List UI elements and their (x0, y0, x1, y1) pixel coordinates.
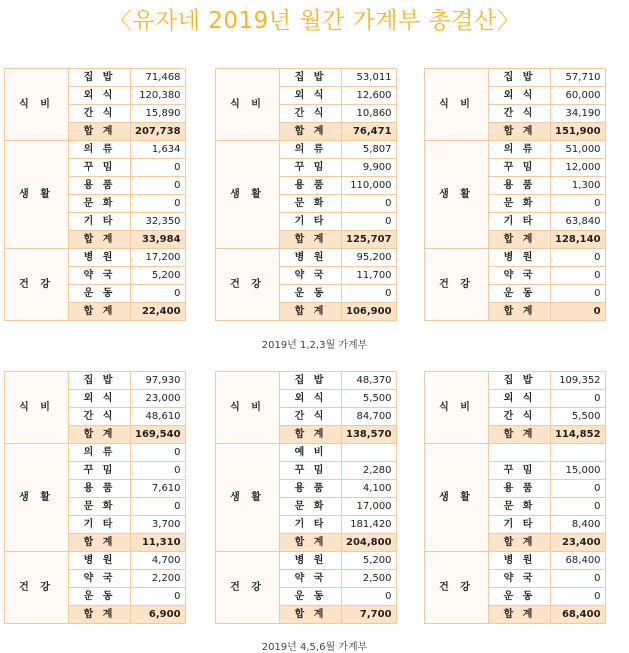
item-label: 예 비 (280, 444, 342, 462)
total-value: 33,984 (131, 231, 186, 249)
item-label: 문 화 (69, 195, 131, 213)
table-row (425, 552, 606, 570)
item-label: 기 타 (280, 213, 342, 231)
item-value: 0 (551, 195, 606, 213)
total-value: 204,800 (342, 534, 397, 552)
item-value: 0 (551, 480, 606, 498)
item-value (342, 444, 397, 462)
total-value: 138,570 (342, 426, 397, 444)
item-label: 약 국 (280, 570, 342, 588)
item-label: 문 화 (489, 195, 551, 213)
item-label: 의 류 (69, 444, 131, 462)
total-label: 합 계 (280, 534, 342, 552)
item-label: 운 동 (280, 588, 342, 606)
total-value: 128,140 (551, 231, 606, 249)
category-label: 건 강 (216, 249, 280, 321)
item-label: 기 타 (69, 213, 131, 231)
table-row (216, 249, 397, 267)
item-label: 외 식 (489, 390, 551, 408)
item-label: 간 식 (489, 408, 551, 426)
table-row (216, 444, 397, 462)
item-value: 2,200 (131, 570, 186, 588)
item-value: 0 (551, 498, 606, 516)
item-label: 꾸 밈 (280, 159, 342, 177)
item-value: 4,700 (131, 552, 186, 570)
table-row (425, 372, 606, 390)
category-label: 건 강 (216, 552, 280, 624)
item-label: 약 국 (489, 570, 551, 588)
item-label: 집 밥 (280, 372, 342, 390)
item-value: 181,420 (342, 516, 397, 534)
category-label: 생 활 (216, 444, 280, 552)
item-label: 집 밥 (280, 69, 342, 87)
table-row (216, 69, 397, 87)
total-label: 합 계 (69, 426, 131, 444)
item-value: 15,890 (131, 105, 186, 123)
total-label: 합 계 (280, 606, 342, 624)
table-row (5, 69, 186, 87)
item-label: 기 타 (489, 213, 551, 231)
item-label: 기 타 (69, 516, 131, 534)
item-value: 0 (131, 444, 186, 462)
table-row (425, 69, 606, 87)
total-label: 합 계 (69, 606, 131, 624)
category-label: 생 활 (425, 444, 489, 552)
item-value: 32,350 (131, 213, 186, 231)
total-value: 106,900 (342, 303, 397, 321)
item-label: 집 밥 (69, 69, 131, 87)
item-value: 0 (342, 195, 397, 213)
item-value: 5,200 (131, 267, 186, 285)
item-label: 병 원 (280, 249, 342, 267)
item-value: 3,700 (131, 516, 186, 534)
item-label: 집 밥 (489, 372, 551, 390)
category-label: 식 비 (425, 372, 489, 444)
category-label: 식 비 (5, 372, 69, 444)
category-label: 식 비 (216, 69, 280, 141)
item-label: 의 류 (69, 141, 131, 159)
item-value: 0 (551, 267, 606, 285)
item-value: 68,400 (551, 552, 606, 570)
total-label: 합 계 (69, 534, 131, 552)
category-label: 식 비 (5, 69, 69, 141)
item-value: 0 (551, 570, 606, 588)
item-value: 4,100 (342, 480, 397, 498)
item-label: 약 국 (69, 570, 131, 588)
item-value: 0 (551, 285, 606, 303)
total-value: 6,900 (131, 606, 186, 624)
item-label: 꾸 밈 (489, 462, 551, 480)
item-label: 병 원 (69, 552, 131, 570)
item-value: 53,011 (342, 69, 397, 87)
item-value: 71,468 (131, 69, 186, 87)
item-value: 7,610 (131, 480, 186, 498)
item-label: 용 품 (69, 177, 131, 195)
item-label: 외 식 (489, 87, 551, 105)
item-value: 17,200 (131, 249, 186, 267)
item-value: 9,900 (342, 159, 397, 177)
category-label: 생 활 (5, 141, 69, 249)
month-table (215, 371, 397, 624)
item-value: 15,000 (551, 462, 606, 480)
table-row (216, 372, 397, 390)
item-value: 63,840 (551, 213, 606, 231)
table-row (5, 141, 186, 159)
item-value: 48,370 (342, 372, 397, 390)
item-value: 10,860 (342, 105, 397, 123)
item-label: 꾸 밈 (489, 159, 551, 177)
total-label: 합 계 (489, 606, 551, 624)
item-label: 외 식 (69, 390, 131, 408)
item-value: 95,200 (342, 249, 397, 267)
item-label: 간 식 (280, 105, 342, 123)
item-value: 8,400 (551, 516, 606, 534)
item-value: 57,710 (551, 69, 606, 87)
item-label: 외 식 (69, 87, 131, 105)
item-value: 1,634 (131, 141, 186, 159)
table-row (5, 444, 186, 462)
total-value: 76,471 (342, 123, 397, 141)
total-value: 11,310 (131, 534, 186, 552)
total-value: 23,400 (551, 534, 606, 552)
item-label: 용 품 (280, 480, 342, 498)
item-value: 110,000 (342, 177, 397, 195)
item-value: 12,000 (551, 159, 606, 177)
item-value: 48,610 (131, 408, 186, 426)
item-label: 운 동 (69, 285, 131, 303)
table-row (216, 141, 397, 159)
item-label: 의 류 (489, 141, 551, 159)
item-value: 0 (131, 498, 186, 516)
item-value (551, 444, 606, 462)
table-row (425, 444, 606, 462)
total-label: 합 계 (280, 231, 342, 249)
item-value: 0 (551, 390, 606, 408)
total-value: 207,738 (131, 123, 186, 141)
item-value: 0 (342, 285, 397, 303)
table-row (425, 249, 606, 267)
total-label: 합 계 (489, 534, 551, 552)
item-label: 약 국 (489, 267, 551, 285)
category-label: 생 활 (216, 141, 280, 249)
item-value: 5,807 (342, 141, 397, 159)
table-row (5, 552, 186, 570)
item-label: 외 식 (280, 87, 342, 105)
item-label: 꾸 밈 (69, 159, 131, 177)
category-label: 건 강 (425, 552, 489, 624)
total-label: 합 계 (280, 123, 342, 141)
total-value: 169,540 (131, 426, 186, 444)
item-value: 0 (342, 213, 397, 231)
item-value: 0 (342, 588, 397, 606)
table-row (216, 552, 397, 570)
item-label: 병 원 (280, 552, 342, 570)
total-label: 합 계 (489, 123, 551, 141)
item-value: 0 (131, 195, 186, 213)
item-value: 120,380 (131, 87, 186, 105)
item-value: 0 (131, 285, 186, 303)
total-label: 합 계 (489, 303, 551, 321)
item-label: 꾸 밈 (69, 462, 131, 480)
item-value: 5,500 (342, 390, 397, 408)
total-label: 합 계 (69, 123, 131, 141)
category-label: 생 활 (5, 444, 69, 552)
item-value: 2,500 (342, 570, 397, 588)
item-label: 운 동 (489, 285, 551, 303)
item-value: 2,280 (342, 462, 397, 480)
item-value: 11,700 (342, 267, 397, 285)
item-label: 간 식 (280, 408, 342, 426)
total-label: 합 계 (280, 303, 342, 321)
total-value: 68,400 (551, 606, 606, 624)
item-label: 기 타 (280, 516, 342, 534)
total-label: 합 계 (489, 231, 551, 249)
category-label: 건 강 (425, 249, 489, 321)
total-label: 합 계 (69, 231, 131, 249)
item-label: 병 원 (489, 249, 551, 267)
item-value: 0 (551, 249, 606, 267)
item-label: 의 류 (280, 141, 342, 159)
table-row (5, 249, 186, 267)
page-title: 〈유자네 2019년 월간 가계부 총결산〉 (108, 8, 521, 34)
item-value: 60,000 (551, 87, 606, 105)
total-value: 7,700 (342, 606, 397, 624)
item-value: 51,000 (551, 141, 606, 159)
item-label: 집 밥 (69, 372, 131, 390)
item-value: 0 (131, 177, 186, 195)
item-value: 0 (131, 462, 186, 480)
item-label: 용 품 (280, 177, 342, 195)
item-label: 병 원 (489, 552, 551, 570)
item-label: 용 품 (69, 480, 131, 498)
total-value: 22,400 (131, 303, 186, 321)
item-value: 0 (131, 588, 186, 606)
item-label: 간 식 (69, 105, 131, 123)
total-value: 125,707 (342, 231, 397, 249)
category-label: 건 강 (5, 249, 69, 321)
total-label: 합 계 (280, 426, 342, 444)
item-label: 간 식 (489, 105, 551, 123)
item-label: 문 화 (280, 195, 342, 213)
total-label: 합 계 (69, 303, 131, 321)
total-value: 151,900 (551, 123, 606, 141)
item-value: 84,700 (342, 408, 397, 426)
item-label: 운 동 (69, 588, 131, 606)
caption-q2: 2019년 4,5,6월 가계부 (261, 642, 368, 653)
total-label: 합 계 (489, 426, 551, 444)
item-label: 꾸 밈 (280, 462, 342, 480)
item-value: 5,500 (551, 408, 606, 426)
item-value: 17,000 (342, 498, 397, 516)
item-value: 5,200 (342, 552, 397, 570)
item-label: 용 품 (489, 480, 551, 498)
item-label: 문 화 (69, 498, 131, 516)
item-value: 1,300 (551, 177, 606, 195)
item-label: 간 식 (69, 408, 131, 426)
item-label: 문 화 (489, 498, 551, 516)
category-label: 건 강 (5, 552, 69, 624)
item-value: 0 (551, 588, 606, 606)
item-value: 12,600 (342, 87, 397, 105)
month-table (424, 371, 606, 624)
item-value: 109,352 (551, 372, 606, 390)
item-label (489, 444, 551, 462)
total-value: 0 (551, 303, 606, 321)
item-label: 외 식 (280, 390, 342, 408)
item-label: 약 국 (69, 267, 131, 285)
item-label: 운 동 (489, 588, 551, 606)
month-table (424, 68, 606, 321)
item-label: 병 원 (69, 249, 131, 267)
category-label: 생 활 (425, 141, 489, 249)
caption-q1: 2019년 1,2,3월 가계부 (261, 340, 368, 351)
item-label: 집 밥 (489, 69, 551, 87)
month-table (4, 68, 186, 321)
table-row (5, 372, 186, 390)
total-value: 114,852 (551, 426, 606, 444)
item-value: 0 (131, 159, 186, 177)
item-value: 23,000 (131, 390, 186, 408)
month-table (4, 371, 186, 624)
item-label: 약 국 (280, 267, 342, 285)
category-label: 식 비 (425, 69, 489, 141)
item-label: 기 타 (489, 516, 551, 534)
item-label: 문 화 (280, 498, 342, 516)
item-label: 용 품 (489, 177, 551, 195)
item-label: 운 동 (280, 285, 342, 303)
month-table (215, 68, 397, 321)
category-label: 식 비 (216, 372, 280, 444)
item-value: 34,190 (551, 105, 606, 123)
table-row (425, 141, 606, 159)
item-value: 97,930 (131, 372, 186, 390)
